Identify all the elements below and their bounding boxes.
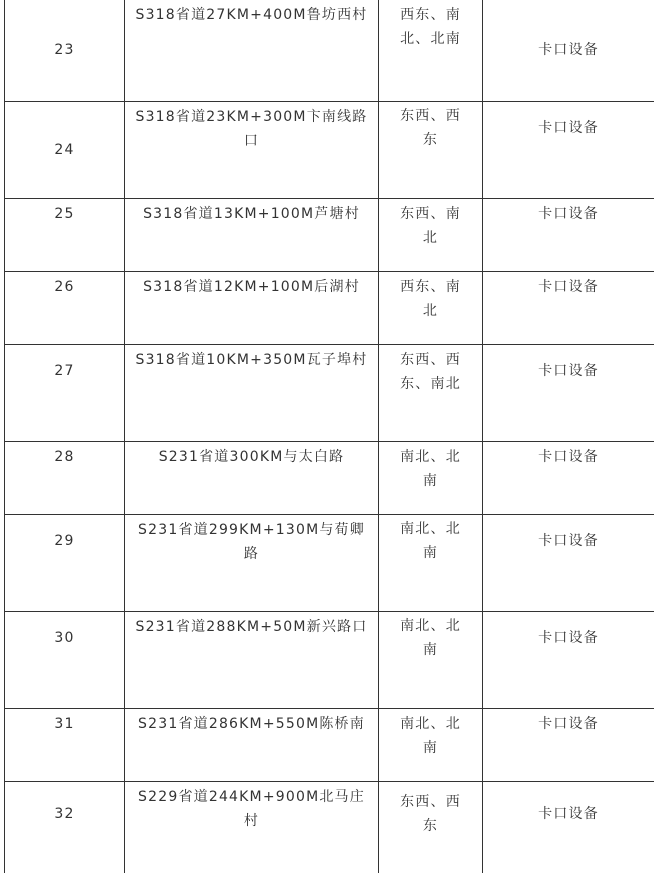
row-device-type: 卡口设备 — [483, 344, 655, 441]
table-row — [5, 101, 655, 198]
row-device-type: 卡口设备 — [483, 708, 655, 781]
row-location: S231省道299KM+130M与荀卿路 — [125, 514, 379, 611]
table-row — [5, 441, 655, 514]
row-direction: 南北、北南 — [379, 708, 483, 781]
row-location: S318省道13KM+100M芦塘村 — [125, 198, 379, 271]
row-location: S229省道244KM+900M北马庄村 — [125, 781, 379, 873]
row-device-type: 卡口设备 — [483, 611, 655, 708]
row-direction: 西东、南北 — [379, 271, 483, 344]
row-direction: 东西、南北 — [379, 198, 483, 271]
device-table — [4, 0, 654, 873]
row-number: 30 — [5, 611, 125, 708]
row-location: S318省道27KM+400M鲁坊西村 — [125, 0, 379, 101]
row-number: 27 — [5, 344, 125, 441]
table-row — [5, 708, 655, 781]
table-row — [5, 514, 655, 611]
table-row — [5, 198, 655, 271]
table-row — [5, 611, 655, 708]
table-row — [5, 781, 655, 873]
row-device-type: 卡口设备 — [483, 781, 655, 873]
row-direction: 南北、北南 — [379, 514, 483, 611]
row-location: S231省道300KM与太白路 — [125, 441, 379, 514]
row-direction: 东西、西东 — [379, 101, 483, 198]
row-location: S231省道288KM+50M新兴路口 — [125, 611, 379, 708]
row-device-type: 卡口设备 — [483, 514, 655, 611]
row-device-type: 卡口设备 — [483, 198, 655, 271]
row-device-type: 卡口设备 — [483, 271, 655, 344]
row-number: 26 — [5, 271, 125, 344]
row-device-type: 卡口设备 — [483, 0, 655, 101]
row-location: S318省道10KM+350M瓦子埠村 — [125, 344, 379, 441]
row-direction: 东西、西东、南北 — [379, 344, 483, 441]
row-number: 28 — [5, 441, 125, 514]
table-row — [5, 271, 655, 344]
row-number: 23 — [5, 0, 125, 101]
row-device-type: 卡口设备 — [483, 441, 655, 514]
device-table-container — [4, 0, 654, 873]
row-location: S318省道12KM+100M后湖村 — [125, 271, 379, 344]
row-location: S318省道23KM+300M卞南线路口 — [125, 101, 379, 198]
row-number: 25 — [5, 198, 125, 271]
row-direction: 东西、西东 — [379, 781, 483, 873]
row-direction: 西东、南北、北南 — [379, 0, 483, 101]
row-number: 31 — [5, 708, 125, 781]
row-direction: 南北、北南 — [379, 611, 483, 708]
table-row — [5, 0, 655, 101]
row-number: 24 — [5, 101, 125, 198]
row-direction: 南北、北南 — [379, 441, 483, 514]
row-number: 29 — [5, 514, 125, 611]
row-location: S231省道286KM+550M陈桥南 — [125, 708, 379, 781]
table-row — [5, 344, 655, 441]
row-number: 32 — [5, 781, 125, 873]
row-device-type: 卡口设备 — [483, 101, 655, 198]
